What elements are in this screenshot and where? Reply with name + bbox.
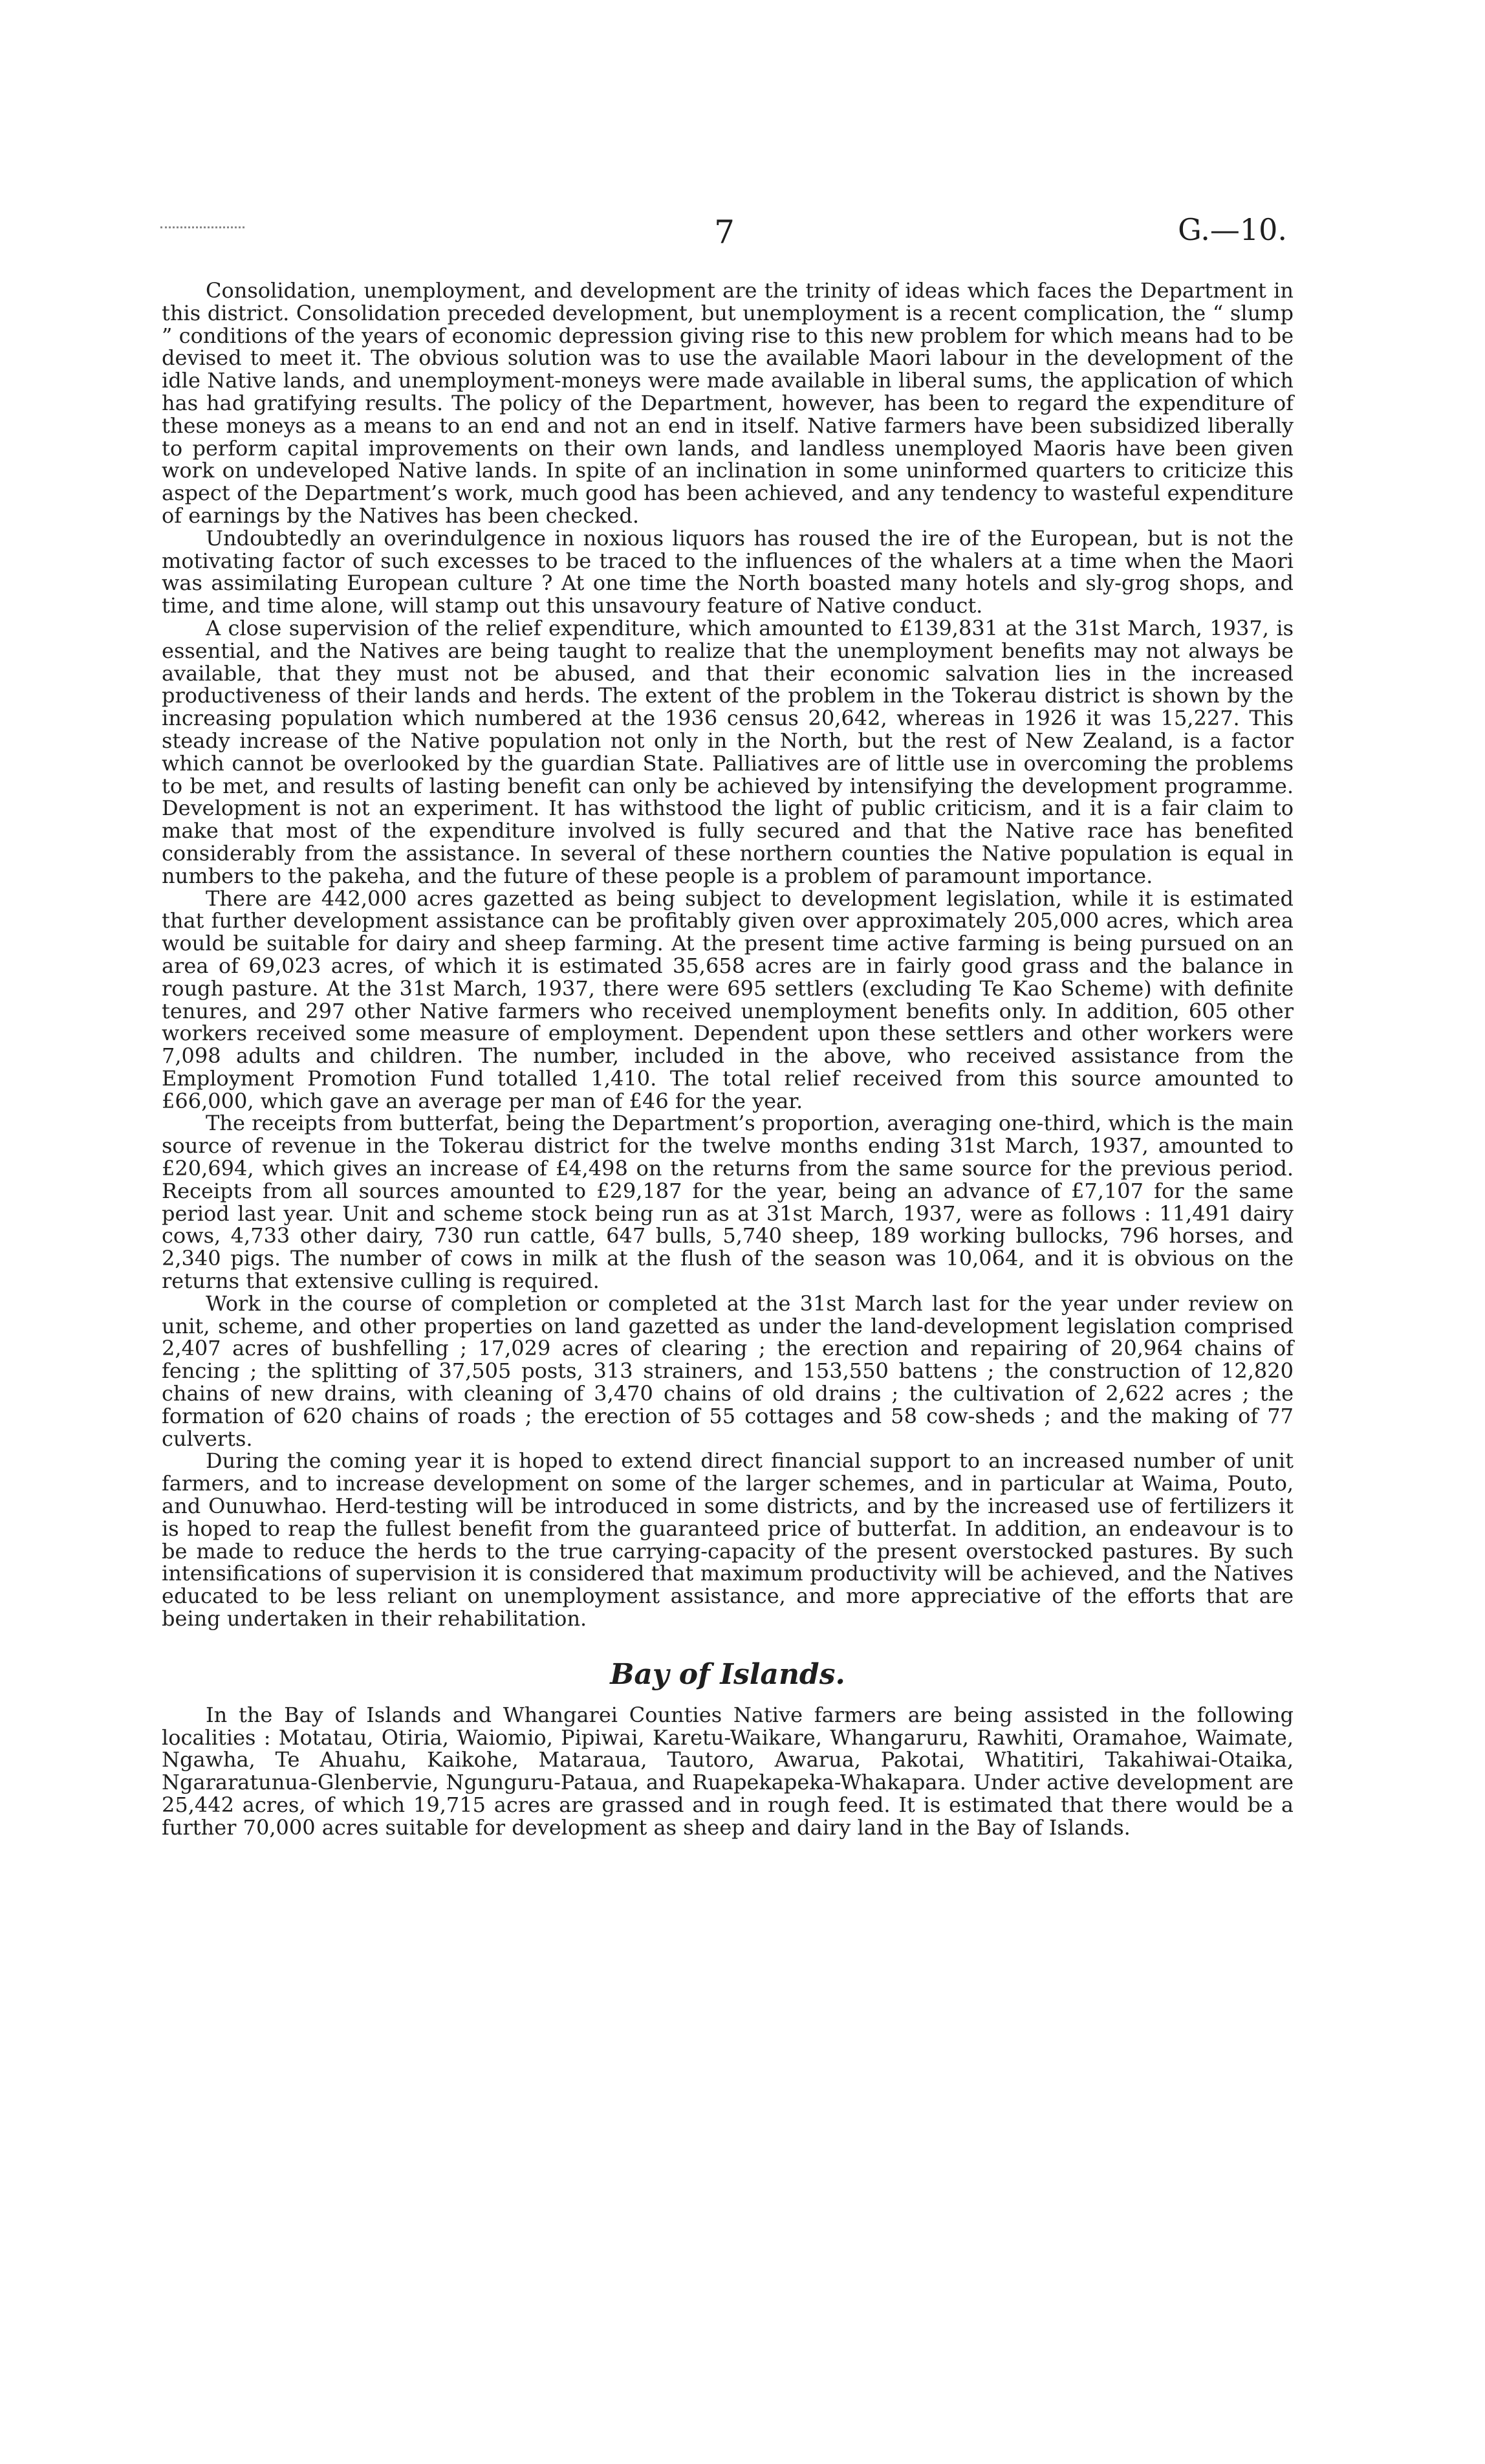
- paragraph-coming-year: During the coming year it is hoped to extend direct financial support to an increased number of unit farmers, and to increase development on some of the larger schemes, and in particular at Waima, Pouto, and Ounuwhao. Herd-testing will be introduced in some districts, and by the increased use of fertilizers it is hoped to reap the fullest benefit from the guaranteed price of butterfat. In addition, an endeavour is to be made to reduce the herds to the true carrying-capacity of the present overstocked pastures. By such intensifications of supervision it is considered that maximum productivity will be achieved, and the Natives educated to be less reliant on unemployment assistance, and more appreciative of the efforts that are being undertaken in their rehabilitation.: [162, 1448, 1294, 1631]
- paragraph-works-completed: Work in the course of completion or completed at the 31st March last for the year under review on unit, scheme, and other properties on land gazetted as under the land-development legislation comprised 2,407 acres of bushfelling ; 17,029 acres of clearing ; the erection and repairing of 20,964 chains of fencing ; the splitting of 37,505 posts, 313 strainers, and 153,550 battens ; the construction of 12,820 chains of new drains, with cleaning of 3,470 chains of old drains ; the cultivation of 2,622 acres ; the formation of 620 chains of roads ; the erection of 55 cottages and 58 cow-sheds ; and the making of 77 culverts.: [162, 1291, 1294, 1451]
- paragraph-development-acreage: There are 442,000 acres gazetted as being subject to development legislation, while it is estimated that further development assistance can be profitably given over approximately 205,000 acres, which area would be suitable for dairy and sheep farming. At the present time active farming is being pursued on an area of 69,023 acres, of which it is estimated 35,658 acres are in fairly good grass and the balance in rough pasture. At the 31st March, 1937, there were 695 settlers (excluding Te Kao Scheme) with definite tenures, and 297 other Native farmers who received unemployment benefits only. In addition, 605 other workers received some measure of employment. Dependent upon these settlers and other workers were 7,098 adults and children. The number, included in the above, who received assistance from the Employment Promotion Fund totalled 1,410. The total relief received from this source amounted to £66,000, which gave an average per man of £46 for the year.: [162, 886, 1294, 1113]
- section-heading-bay-of-islands: Bay of Islands.: [610, 1657, 845, 1691]
- body-text: [162, 279, 1294, 1839]
- paragraph-relief-expenditure: A close supervision of the relief expenditure, which amounted to £139,831 at the 31st March, 1937, is essential, and the Natives are being taught to realize that the unemployment benefits may not always be available, that they must not be abused, and that their economic salvation lies in the increased productiveness of their lands and herds. The extent of the problem in the Tokerau district is shown by the increasing population which numbered at the 1936 census 20,642, whereas in 1926 it was 15,227. This steady increase of the Native population not only in the North, but the rest of New Zealand, is a factor which cannot be overlooked by the guardian State. Palliatives are of little use in overcoming the problems to be met, and results of lasting benefit can only be achieved by intensifying the development programme. Development is not an experiment. It has withstood the light of public criticism, and it is a fair claim to make that most of the expenditure involved is fully secured and that the Native race has benefited considerably from the assistance. In several of these northern counties the Native population is equal in numbers to the pakeha, and the future of these people is a problem of paramount importance.: [162, 615, 1294, 888]
- paragraph-consolidation: Consolidation, unemployment, and development are the trinity of ideas which faces the Department in this district. Consolidation preceded development, but unemployment is a recent complication, the “ slump ” conditions of the years of economic depression giving rise to this new problem for which means had to be devised to meet it. The obvious solution was to use the available Maori labour in the development of the idle Native lands, and unemployment-moneys were made available in liberal sums, the application of which has had gratifying results. The policy of the Department, however, has been to regard the expenditure of these moneys as a means to an end and not an end in itself. Native farmers have been subsidized liberally to perform capital improvements on their own lands, and landless unemployed Maoris have been given work on undeveloped Native lands. In spite of an inclination in some uninformed quarters to criticize this aspect of the Department’s work, much good has been achieved, and any tendency to wasteful expenditure of earnings by the Natives has been checked.: [162, 278, 1294, 528]
- paragraph-liquor: Undoubtedly an overindulgence in noxious liquors has roused the ire of the European, but is not the motivating factor of such excesses to be traced to the influences of the whalers at a time when the Maori was assimilating European culture ? At one time the North boasted many hotels and sly-grog shops, and time, and time alone, will stamp out this unsavoury feature of Native conduct.: [162, 525, 1294, 618]
- page-number: 7: [714, 213, 735, 251]
- document-reference: G.—10.: [1178, 212, 1287, 247]
- paragraph-bay-of-islands: In the Bay of Islands and Whangarei Counties Native farmers are being assisted in the following localities : Motatau, Otiria, Waiomio, Pipiwai, Karetu-Waikare, Whangaruru, Rawhiti, Oramahoe, Waimate, Ngawha, Te Ahuahu, Kaikohe, Mataraua, Tautoro, Awarua, Pakotai, Whatitiri, Takahiwai-Otaika, Ngararatunua-Glenbervie, Ngunguru-Pataua, and Ruapekapeka-Whakapara. Under active development are 25,442 acres, of which 19,715 acres are grassed and in rough feed. It is estimated that there would be a further 70,000 acres suitable for development as sheep and dairy land in the Bay of Islands.: [162, 1702, 1294, 1840]
- running-head: [162, 207, 1287, 259]
- paragraph-butterfat-receipts: The receipts from butterfat, being the Department’s proportion, averaging one-third, which is the main source of revenue in the Tokerau district for the twelve months ending 31st March, 1937, amounted to £20,694, which gives an increase of £4,498 on the returns from the same source for the previous period. Receipts from all sources amounted to £29,187 for the year, being an advance of £7,107 for the same period last year. Unit and scheme stock being run as at 31st March, 1937, were as follows : 11,491 dairy cows, 4,733 other dairy, 730 run cattle, 647 bulls, 5,740 sheep, 189 working bullocks, 796 horses, and 2,340 pigs. The number of cows in milk at the flush of the season was 10,064, and it is obvious on the returns that extensive culling is required.: [162, 1111, 1294, 1294]
